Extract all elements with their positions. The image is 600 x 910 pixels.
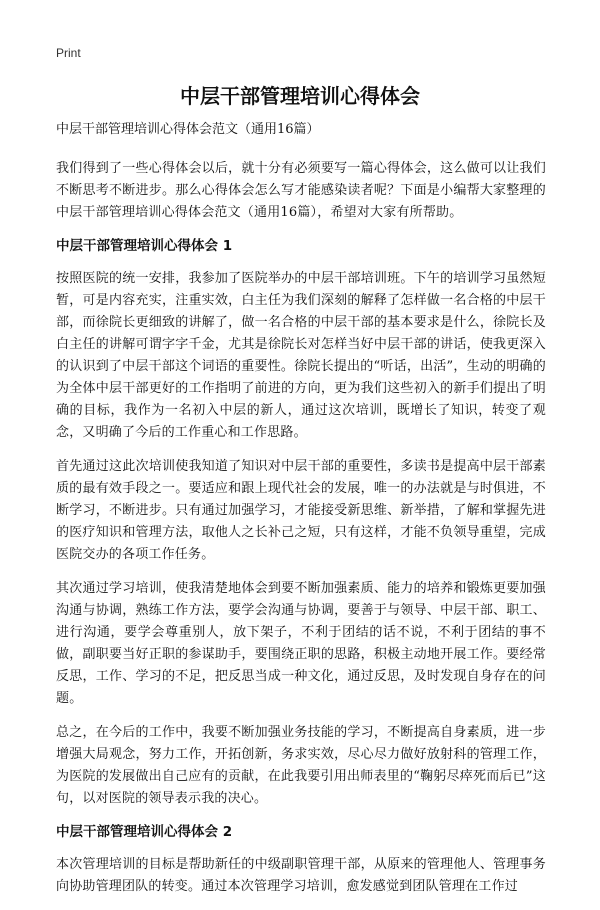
section-heading-2: 中层干部管理培训心得体会 2 (56, 824, 233, 840)
section-1-paragraph-2: 首先通过这此次培训使我知道了知识对中层干部的重要性，多读书是提高中层干部素质的最有效手段之一。要适应和跟上现代社会的发展，唯一的办法就是与时俱进，不断学习，不断进步。只有通过加强学习，才能接受新思维、新举措，了解和掌握先进的医疗知识和管理方法，取他人之长补己之短，只有这样，才能不负领导重望，完成医院交办的各项工作任务。 (56, 459, 546, 562)
section-heading-1: 中层干部管理培训心得体会 1 (56, 238, 233, 254)
section-1-paragraph-4: 总之，在今后的工作中，我要不断加强业务技能的学习，不断提高自身素质，进一步增强大局观念，努力工作，开拓创新，务求实效，尽心尽力做好放射科的管理工作，为医院的发展做出自己应有的贡献，在此我要引用出师表里的“鞠躬尽瘁死而后已”这句，以对医院的领导表示我的决心。 (56, 725, 546, 806)
intro-paragraph: 我们得到了一些心得体会以后，就十分有必须要写一篇心得体会，这么做可以让我们不断思考不断进步。那么心得体会怎么写才能感染读者呢？下面是小编帮大家整理的中层干部管理培训心得体会范文（通用16篇），希望对大家有所帮助。 (56, 161, 546, 220)
section-2-paragraph-1: 本次管理培训的目标是帮助新任的中级副职管理干部，从原来的管理他人、管理事务向协助管理团队的转变。通过本次管理学习培训，愈发感觉到团队管理在工作过 (56, 857, 546, 894)
section-1-paragraph-1: 按照医院的统一安排，我参加了医院举办的中层干部培训班。下午的培训学习虽然短暂，可是内容充实，注重实效，白主任为我们深刻的解释了怎样做一名合格的中层干部，而徐院长更细致的讲解了，做一名合格的中层干部的基本要求是什么，徐院长及白主任的讲解可谓字字千金，尤其是徐院长对怎样当好中层干部的讲话，使我更深入的认识到了中层干部这个词语的重要性。徐院长提出的“听话，出活”，生动的明确的为全体中层干部更好的工作指明了前进的方向，更为我们这些初入的新手们提出了明确的目标，我作为一名初入中层的新人，通过这次培训，既增长了知识，转变了观念，又明确了今后的工作重心和工作思路。 (56, 271, 546, 440)
document-body (56, 120, 546, 910)
page-title: 中层干部管理培训心得体会 (180, 84, 420, 108)
print-link[interactable]: Print (56, 46, 81, 60)
section-1-paragraph-3: 其次通过学习培训，使我清楚地体会到要不断加强素质、能力的培养和锻炼更要加强沟通与协调，熟练工作方法，要学会沟通与协调，要善于与领导、中层干部、职工、进行沟通，要学会尊重别人，放下架子，不利于团结的话不说，不利于团结的事不做，副职要当好正职的参谋助手，要围绕正职的思路，积极主动地开展工作。要经常反思，工作、学习的不足，把反思当成一种文化，通过反思，及时发现自身存在的问题。 (56, 581, 546, 706)
document-subtitle: 中层干部管理培训心得体会范文（通用16篇） (56, 122, 320, 137)
